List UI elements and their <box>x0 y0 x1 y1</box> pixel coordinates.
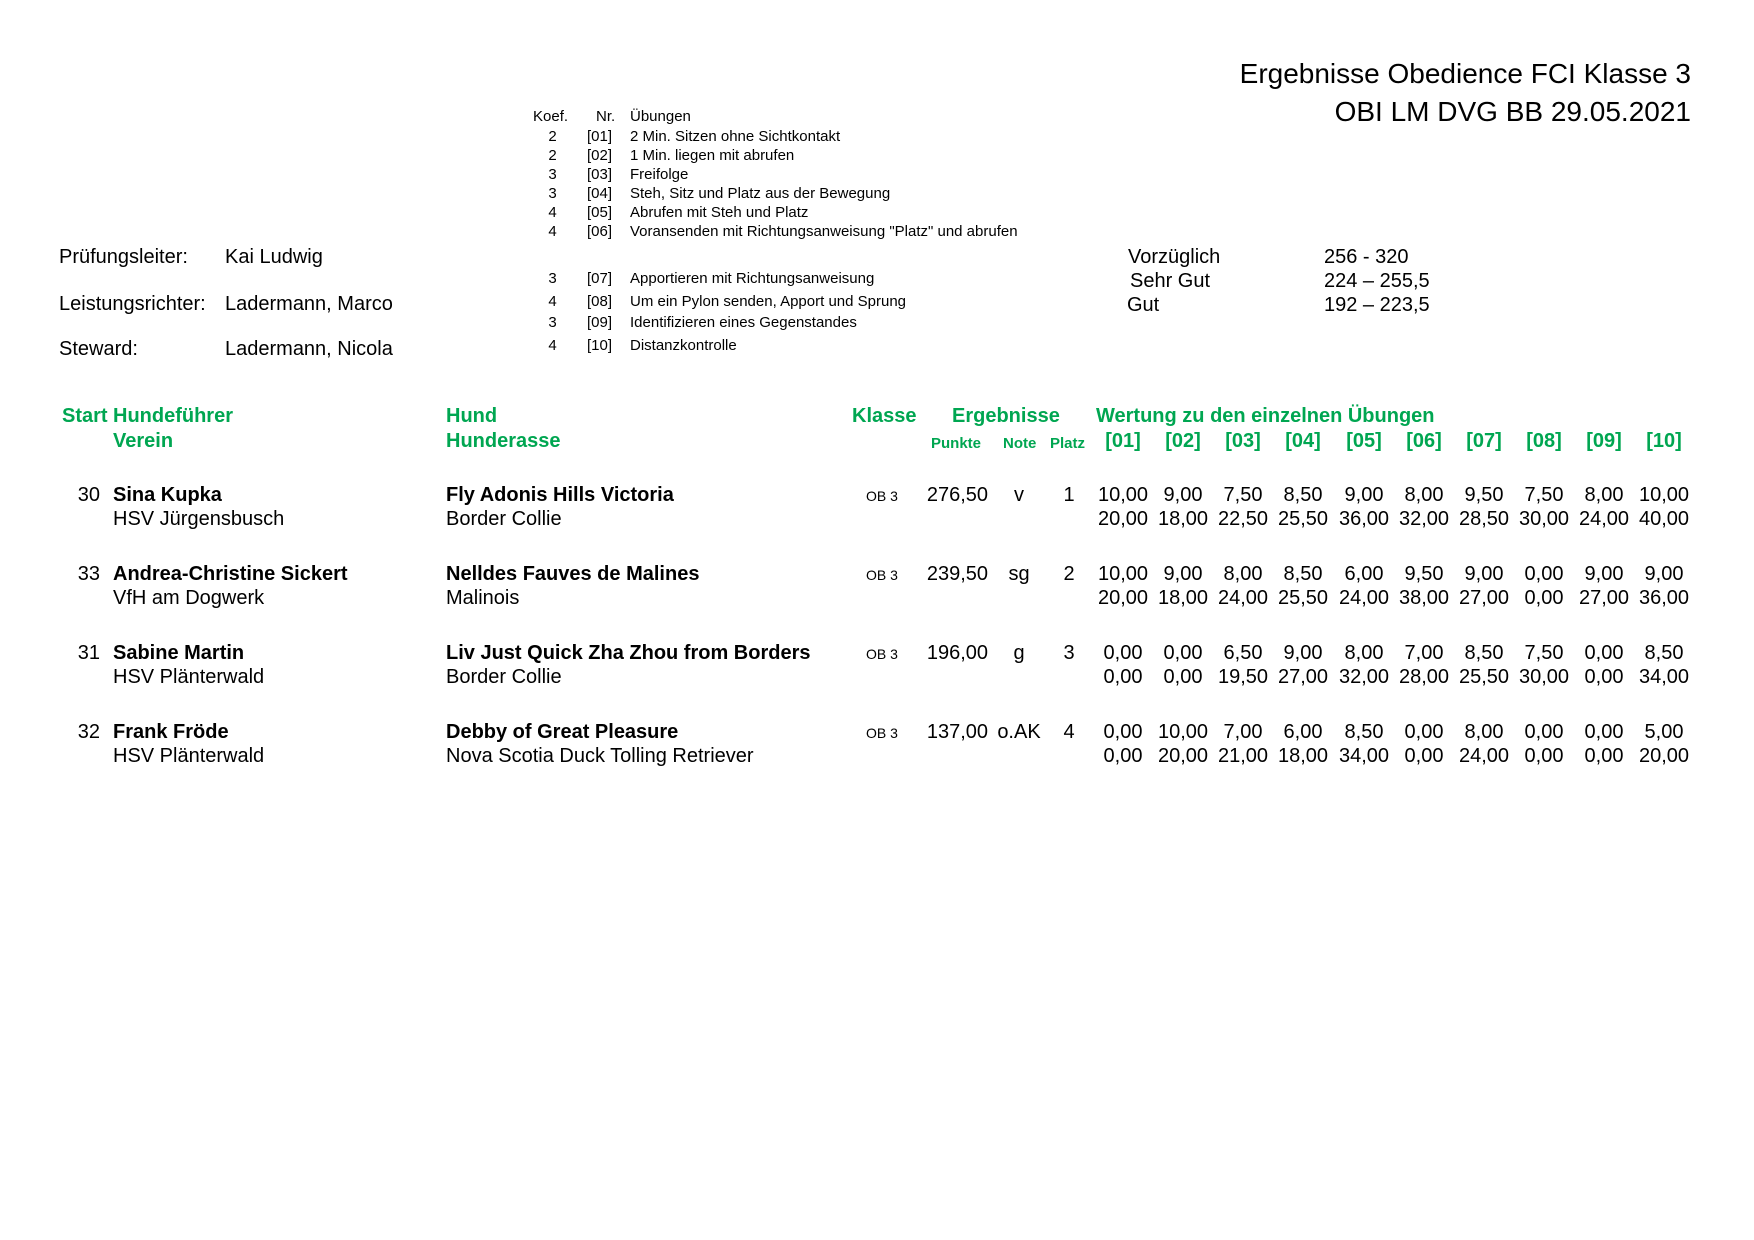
exercise-nr: [06] <box>587 223 613 240</box>
dog-name: Debby of Great Pleasure <box>446 721 679 743</box>
handler-name: Frank Fröde <box>113 721 229 743</box>
exercise-weighted-score: 20,00 <box>1097 508 1149 530</box>
official-role: Prüfungsleiter: <box>59 246 188 268</box>
grade-range: 224 – 255,5 <box>1324 270 1430 292</box>
class-label: OB 3 <box>866 725 898 741</box>
header-breed: Hunderasse <box>446 430 561 452</box>
exercise-weighted-score: 0,00 <box>1524 745 1564 767</box>
handler-name: Andrea-Christine Sickert <box>113 563 348 585</box>
exercise-weighted-score: 0,00 <box>1584 666 1624 688</box>
exercise-name: Abrufen mit Steh und Platz <box>630 204 809 221</box>
page-subtitle: OBI LM DVG BB 29.05.2021 <box>1334 96 1691 127</box>
exercise-weighted-score: 27,00 <box>1578 587 1630 609</box>
exercise-score: 7,50 <box>1524 484 1564 506</box>
exercise-legend-nr-header: Nr. <box>596 108 616 125</box>
page-title: Ergebnisse Obedience FCI Klasse 3 <box>1239 58 1691 89</box>
exercise-koef: 3 <box>548 314 557 331</box>
points-total: 137,00 <box>926 721 988 743</box>
exercise-score: 9,50 <box>1404 563 1444 585</box>
exercise-nr: [10] <box>587 337 613 354</box>
exercise-name: Freifolge <box>630 166 689 183</box>
grade-note: o.AK <box>997 721 1041 743</box>
dog-breed: Malinois <box>446 587 520 609</box>
exercise-koef: 3 <box>548 185 557 202</box>
exercise-nr: [09] <box>587 314 613 331</box>
exercise-legend-koef-header: Koef. <box>533 108 569 125</box>
exercise-weighted-score: 30,00 <box>1518 508 1570 530</box>
grade-note: v <box>1014 484 1024 506</box>
exercise-nr: [05] <box>587 204 613 221</box>
exercise-weighted-score: 32,00 <box>1398 508 1450 530</box>
exercise-score: 10,00 <box>1638 484 1690 506</box>
exercise-koef: 3 <box>548 270 557 287</box>
exercise-score: 8,50 <box>1283 484 1323 506</box>
exercise-weighted-score: 20,00 <box>1157 745 1209 767</box>
dog-name: Fly Adonis Hills Victoria <box>446 484 674 506</box>
grade-label: Sehr Gut <box>1130 270 1211 292</box>
exercise-koef: 4 <box>548 223 557 240</box>
exercise-score: 0,00 <box>1584 642 1624 664</box>
club-name: HSV Plänterwald <box>113 745 265 767</box>
class-label: OB 3 <box>866 488 898 504</box>
exercise-score: 10,00 <box>1097 563 1149 585</box>
exercise-weighted-score: 24,00 <box>1338 587 1390 609</box>
exercise-weighted-score: 25,50 <box>1458 666 1510 688</box>
exercise-score: 9,00 <box>1163 563 1203 585</box>
header-exercise-col: [01] <box>1105 430 1141 452</box>
exercise-score: 8,50 <box>1283 563 1323 585</box>
place: 2 <box>1063 563 1075 585</box>
exercise-score: 9,00 <box>1283 642 1323 664</box>
exercise-nr: [04] <box>587 185 613 202</box>
dog-name: Liv Just Quick Zha Zhou from Borders <box>446 642 811 664</box>
exercise-score: 8,00 <box>1404 484 1444 506</box>
handler-name: Sina Kupka <box>113 484 222 506</box>
official-role: Steward: <box>59 338 138 360</box>
official-name: Ladermann, Nicola <box>225 338 393 360</box>
header-exercise-col: [07] <box>1466 430 1502 452</box>
handler-name: Sabine Martin <box>113 642 245 664</box>
exercise-score: 8,50 <box>1344 721 1384 743</box>
exercise-weighted-score: 24,00 <box>1458 745 1510 767</box>
dog-breed: Border Collie <box>446 666 562 688</box>
exercise-score: 0,00 <box>1584 721 1624 743</box>
exercise-score: 8,00 <box>1223 563 1263 585</box>
exercise-weighted-score: 19,50 <box>1217 666 1269 688</box>
header-exercise-col: [09] <box>1586 430 1622 452</box>
exercise-weighted-score: 22,50 <box>1217 508 1269 530</box>
exercise-name: Steh, Sitz und Platz aus der Bewegung <box>630 185 891 202</box>
exercise-weighted-score: 0,00 <box>1404 745 1444 767</box>
points-total: 276,50 <box>926 484 988 506</box>
exercise-weighted-score: 18,00 <box>1157 587 1209 609</box>
place: 3 <box>1063 642 1075 664</box>
exercise-weighted-score: 0,00 <box>1163 666 1203 688</box>
exercise-score: 0,00 <box>1163 642 1203 664</box>
header-place: Platz <box>1050 435 1086 452</box>
class-label: OB 3 <box>866 567 898 583</box>
exercise-score: 9,00 <box>1644 563 1684 585</box>
points-total: 196,00 <box>926 642 988 664</box>
exercise-name: 2 Min. Sitzen ohne Sichtkontakt <box>630 128 841 145</box>
header-handler: Hundeführer <box>113 405 233 427</box>
exercise-weighted-score: 40,00 <box>1638 508 1690 530</box>
start-number: 30 <box>77 484 100 506</box>
exercise-score: 8,00 <box>1344 642 1384 664</box>
exercise-weighted-score: 36,00 <box>1638 587 1690 609</box>
exercise-name: Um ein Pylon senden, Apport und Sprung <box>630 293 907 310</box>
exercise-koef: 3 <box>548 166 557 183</box>
grade-range: 256 - 320 <box>1324 246 1409 268</box>
exercise-weighted-score: 0,00 <box>1524 587 1564 609</box>
exercise-name: Voransenden mit Richtungsanweisung "Platz" und abrufen <box>630 223 1018 240</box>
exercise-score: 5,00 <box>1644 721 1684 743</box>
exercise-score: 8,50 <box>1464 642 1504 664</box>
exercise-score: 0,00 <box>1524 563 1564 585</box>
exercise-score: 0,00 <box>1524 721 1564 743</box>
exercise-weighted-score: 28,00 <box>1398 666 1450 688</box>
header-exercise-col: [08] <box>1526 430 1562 452</box>
header-note: Note <box>1003 435 1037 452</box>
exercise-weighted-score: 32,00 <box>1338 666 1390 688</box>
dog-name: Nelldes Fauves de Malines <box>446 563 700 585</box>
start-number: 32 <box>77 721 100 743</box>
exercise-koef: 2 <box>548 128 557 145</box>
dog-breed: Nova Scotia Duck Tolling Retriever <box>446 745 754 767</box>
header-exercise-col: [05] <box>1346 430 1382 452</box>
exercise-score: 6,50 <box>1223 642 1263 664</box>
club-name: HSV Jürgensbusch <box>113 508 285 530</box>
grade-label: Vorzüglich <box>1128 246 1221 268</box>
exercise-nr: [03] <box>587 166 613 183</box>
exercise-weighted-score: 34,00 <box>1638 666 1690 688</box>
header-exercise-scores: Wertung zu den einzelnen Übungen <box>1096 405 1435 427</box>
exercise-score: 8,00 <box>1584 484 1624 506</box>
exercise-legend-name-header: Übungen <box>630 108 691 125</box>
exercise-name: 1 Min. liegen mit abrufen <box>630 147 795 164</box>
exercise-weighted-score: 24,00 <box>1578 508 1630 530</box>
exercise-weighted-score: 24,00 <box>1217 587 1269 609</box>
place: 4 <box>1063 721 1075 743</box>
grade-label: Gut <box>1127 294 1160 316</box>
start-number: 31 <box>77 642 100 664</box>
dog-breed: Border Collie <box>446 508 562 530</box>
header-club: Verein <box>113 430 174 452</box>
exercise-weighted-score: 36,00 <box>1338 508 1390 530</box>
header-exercise-col: [04] <box>1285 430 1321 452</box>
place: 1 <box>1063 484 1075 506</box>
official-role: Leistungsrichter: <box>59 293 206 315</box>
exercise-score: 10,00 <box>1097 484 1149 506</box>
exercise-score: 9,50 <box>1464 484 1504 506</box>
exercise-weighted-score: 20,00 <box>1638 745 1690 767</box>
header-exercise-col: [03] <box>1225 430 1261 452</box>
exercise-weighted-score: 27,00 <box>1277 666 1329 688</box>
exercise-weighted-score: 38,00 <box>1398 587 1450 609</box>
exercise-weighted-score: 18,00 <box>1277 745 1329 767</box>
exercise-name: Distanzkontrolle <box>630 337 737 354</box>
start-number: 33 <box>77 563 100 585</box>
exercise-score: 7,50 <box>1223 484 1263 506</box>
class-label: OB 3 <box>866 646 898 662</box>
exercise-name: Identifizieren eines Gegenstandes <box>630 314 857 331</box>
exercise-weighted-score: 18,00 <box>1157 508 1209 530</box>
exercise-weighted-score: 21,00 <box>1217 745 1269 767</box>
exercise-nr: [07] <box>587 270 613 287</box>
exercise-score: 6,00 <box>1283 721 1323 743</box>
exercise-score: 9,00 <box>1163 484 1203 506</box>
club-name: HSV Plänterwald <box>113 666 265 688</box>
exercise-name: Apportieren mit Richtungsanweisung <box>630 270 875 287</box>
exercise-weighted-score: 28,50 <box>1458 508 1510 530</box>
exercise-weighted-score: 25,50 <box>1277 508 1329 530</box>
exercise-weighted-score: 30,00 <box>1518 666 1570 688</box>
exercise-score: 8,00 <box>1464 721 1504 743</box>
official-name: Kai Ludwig <box>225 246 323 268</box>
exercise-weighted-score: 25,50 <box>1277 587 1329 609</box>
exercise-score: 6,00 <box>1344 563 1384 585</box>
grade-note: sg <box>1008 563 1030 585</box>
exercise-score: 10,00 <box>1157 721 1209 743</box>
club-name: VfH am Dogwerk <box>113 587 265 609</box>
exercise-koef: 4 <box>548 293 557 310</box>
exercise-koef: 2 <box>548 147 557 164</box>
exercise-weighted-score: 20,00 <box>1097 587 1149 609</box>
exercise-nr: [02] <box>587 147 613 164</box>
exercise-weighted-score: 0,00 <box>1103 745 1143 767</box>
exercise-weighted-score: 27,00 <box>1458 587 1510 609</box>
grade-range: 192 – 223,5 <box>1324 294 1430 316</box>
exercise-score: 7,00 <box>1404 642 1444 664</box>
header-results: Ergebnisse <box>952 405 1060 427</box>
exercise-score: 9,00 <box>1584 563 1624 585</box>
exercise-weighted-score: 0,00 <box>1584 745 1624 767</box>
exercise-score: 9,00 <box>1464 563 1504 585</box>
header-class: Klasse <box>852 405 917 427</box>
exercise-score: 7,00 <box>1223 721 1263 743</box>
exercise-nr: [01] <box>587 128 613 145</box>
exercise-weighted-score: 0,00 <box>1103 666 1143 688</box>
header-exercise-col: [06] <box>1406 430 1442 452</box>
exercise-score: 7,50 <box>1524 642 1564 664</box>
exercise-score: 0,00 <box>1103 721 1143 743</box>
header-dog: Hund <box>446 405 498 427</box>
header-points: Punkte <box>931 435 982 452</box>
header-start: Start <box>62 405 108 427</box>
header-exercise-col: [02] <box>1165 430 1201 452</box>
header-exercise-col: [10] <box>1646 430 1682 452</box>
exercise-score: 8,50 <box>1644 642 1684 664</box>
exercise-weighted-score: 34,00 <box>1338 745 1390 767</box>
exercise-score: 0,00 <box>1404 721 1444 743</box>
points-total: 239,50 <box>926 563 988 585</box>
exercise-koef: 4 <box>548 337 557 354</box>
exercise-koef: 4 <box>548 204 557 221</box>
exercise-nr: [08] <box>587 293 613 310</box>
exercise-score: 9,00 <box>1344 484 1384 506</box>
exercise-score: 0,00 <box>1103 642 1143 664</box>
official-name: Ladermann, Marco <box>225 293 393 315</box>
grade-note: g <box>1013 642 1025 664</box>
